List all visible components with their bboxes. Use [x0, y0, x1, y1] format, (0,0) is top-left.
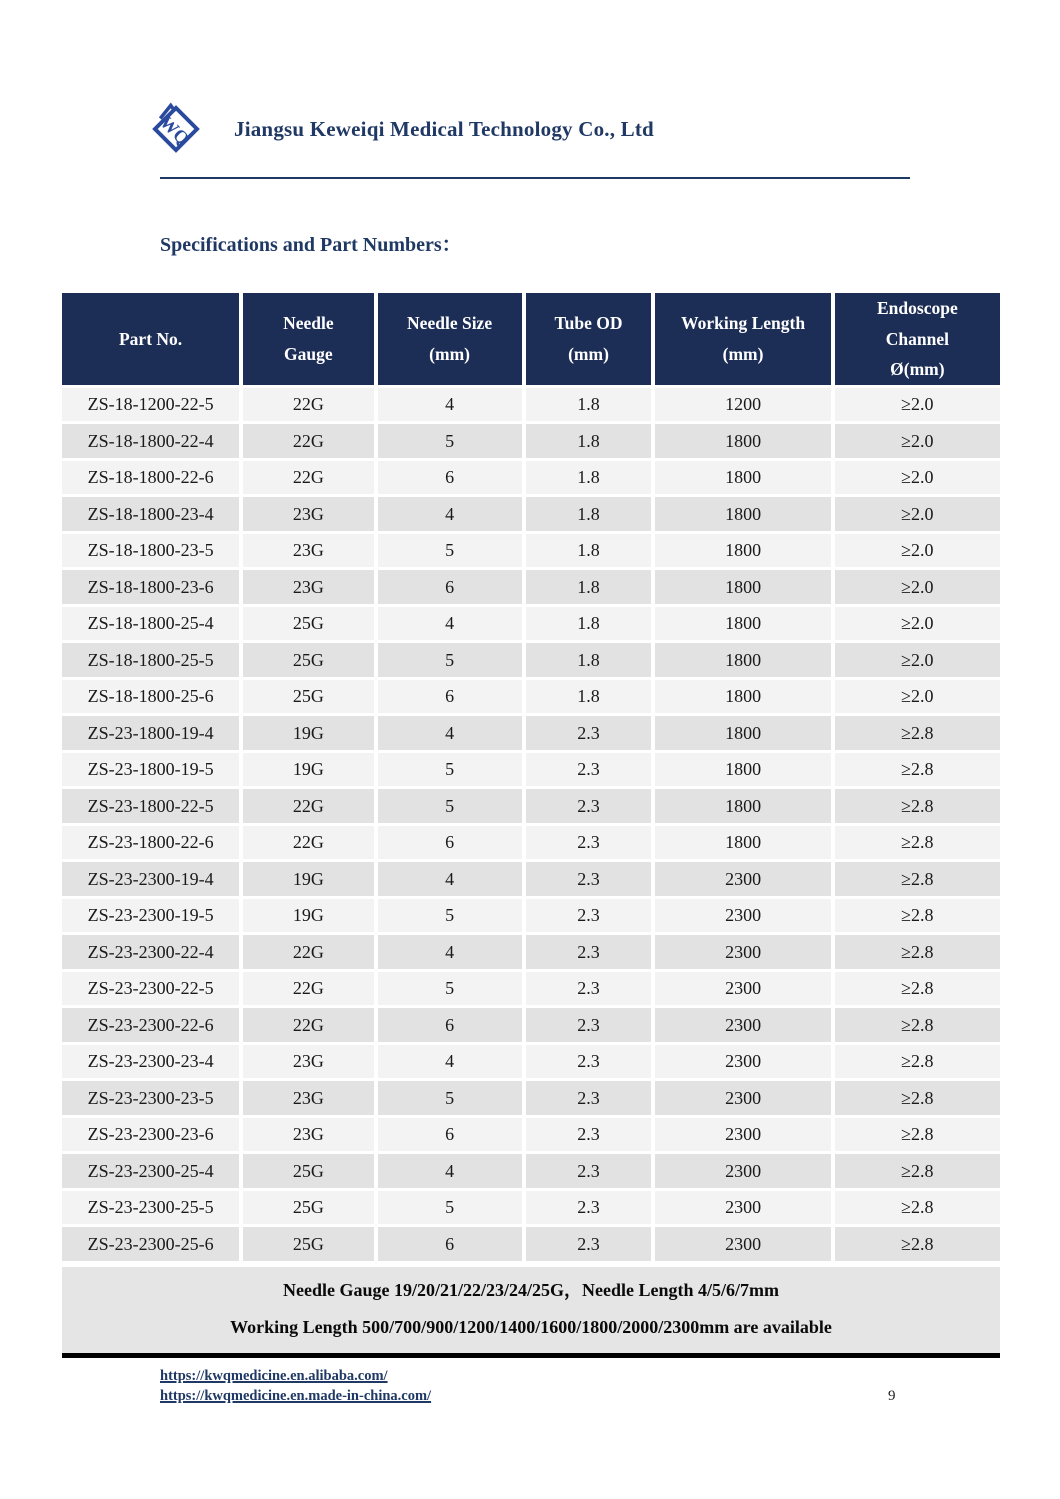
availability-note — [62, 1267, 1000, 1353]
table-cell: ZS-23-2300-22-5 — [62, 972, 239, 1006]
table-row — [62, 899, 1000, 933]
table-cell: 23G — [243, 1118, 373, 1152]
table-cell: 23G — [243, 1081, 373, 1115]
table-row — [62, 1008, 1000, 1042]
table-cell: ≥2.8 — [835, 1191, 1000, 1225]
table-cell: 1800 — [655, 753, 830, 787]
column-header: Needle Size (mm) — [378, 293, 522, 385]
table-cell: ≥2.8 — [835, 972, 1000, 1006]
table-cell: 6 — [378, 1227, 522, 1261]
table-cell: 25G — [243, 1191, 373, 1225]
table-cell: 1800 — [655, 643, 830, 677]
table-cell: ZS-18-1800-25-6 — [62, 680, 239, 714]
table-row — [62, 643, 1000, 677]
table-cell: 4 — [378, 716, 522, 750]
table-cell: 22G — [243, 789, 373, 823]
table-cell: 1800 — [655, 789, 830, 823]
table-cell: 19G — [243, 899, 373, 933]
table-cell: 1.8 — [526, 607, 652, 641]
table-cell: 2300 — [655, 1154, 830, 1188]
table-cell: 22G — [243, 972, 373, 1006]
table-cell: ZS-18-1800-23-5 — [62, 534, 239, 568]
table-cell: ZS-18-1800-23-6 — [62, 570, 239, 604]
table-cell: ≥2.8 — [835, 753, 1000, 787]
table-cell: 19G — [243, 753, 373, 787]
spec-table-section — [62, 290, 1000, 1358]
table-cell: ZS-23-2300-19-4 — [62, 862, 239, 896]
table-cell: 2300 — [655, 935, 830, 969]
table-cell: 6 — [378, 826, 522, 860]
table-cell: 1.8 — [526, 424, 652, 458]
table-cell: ZS-23-1800-19-4 — [62, 716, 239, 750]
table-cell: ≥2.0 — [835, 388, 1000, 422]
table-cell: ≥2.0 — [835, 643, 1000, 677]
table-cell: 2300 — [655, 1008, 830, 1042]
table-cell: 22G — [243, 935, 373, 969]
table-cell: ≥2.8 — [835, 826, 1000, 860]
table-cell: 2.3 — [526, 753, 652, 787]
table-row — [62, 826, 1000, 860]
table-cell: 23G — [243, 570, 373, 604]
column-header: Needle Gauge — [243, 293, 373, 385]
table-cell: 1800 — [655, 607, 830, 641]
table-cell: 4 — [378, 1045, 522, 1079]
made-in-china-link[interactable]: https://kwqmedicine.en.made-in-china.com/ — [160, 1388, 432, 1404]
table-cell: 23G — [243, 497, 373, 531]
table-row — [62, 388, 1000, 422]
table-cell: 1.8 — [526, 497, 652, 531]
table-cell: 4 — [378, 607, 522, 641]
table-cell: 1.8 — [526, 680, 652, 714]
table-cell: ZS-23-2300-19-5 — [62, 899, 239, 933]
table-cell: 1800 — [655, 534, 830, 568]
table-cell: 2.3 — [526, 826, 652, 860]
table-cell: 25G — [243, 680, 373, 714]
table-cell: ≥2.0 — [835, 461, 1000, 495]
table-cell: ≥2.0 — [835, 497, 1000, 531]
table-cell: ZS-23-2300-22-6 — [62, 1008, 239, 1042]
alibaba-link[interactable]: https://kwqmedicine.en.alibaba.com/ — [160, 1368, 388, 1384]
table-cell: 5 — [378, 1191, 522, 1225]
table-cell: 6 — [378, 1008, 522, 1042]
table-cell: 2300 — [655, 1081, 830, 1115]
page-number: 9 — [888, 1388, 896, 1404]
table-cell: ≥2.8 — [835, 789, 1000, 823]
table-cell: 1800 — [655, 424, 830, 458]
table-cell: 4 — [378, 935, 522, 969]
table-cell: ZS-18-1800-25-5 — [62, 643, 239, 677]
table-cell: 22G — [243, 461, 373, 495]
note-line-length: Working Length 500/700/900/1200/1400/1600/1800/2000/2300mm are available — [230, 1316, 832, 1337]
table-row — [62, 716, 1000, 750]
table-cell: 19G — [243, 716, 373, 750]
table-cell: 4 — [378, 497, 522, 531]
table-cell: ≥2.8 — [835, 1118, 1000, 1152]
table-cell: 23G — [243, 1045, 373, 1079]
table-row — [62, 1081, 1000, 1115]
table-cell: 1800 — [655, 680, 830, 714]
table-cell: 5 — [378, 643, 522, 677]
table-cell: ≥2.0 — [835, 570, 1000, 604]
table-cell: 2.3 — [526, 1227, 652, 1261]
svg-text:WQ: WQ — [156, 111, 194, 149]
table-cell: 5 — [378, 1081, 522, 1115]
table-row — [62, 534, 1000, 568]
table-cell: ZS-23-2300-25-5 — [62, 1191, 239, 1225]
table-cell: 4 — [378, 862, 522, 896]
column-header: Endoscope Channel Ø(mm) — [835, 293, 1000, 385]
table-cell: 2.3 — [526, 1045, 652, 1079]
table-row — [62, 1154, 1000, 1188]
table-cell: 2300 — [655, 1227, 830, 1261]
table-cell: 1800 — [655, 570, 830, 604]
table-cell: 22G — [243, 388, 373, 422]
table-cell: 5 — [378, 899, 522, 933]
table-cell: 23G — [243, 534, 373, 568]
table-cell: 22G — [243, 826, 373, 860]
column-header: Part No. — [62, 293, 239, 385]
table-cell: ≥2.8 — [835, 1081, 1000, 1115]
table-cell: 2.3 — [526, 1191, 652, 1225]
table-cell: ≥2.8 — [835, 1154, 1000, 1188]
table-cell: 2.3 — [526, 1154, 652, 1188]
table-cell: 4 — [378, 1154, 522, 1188]
table-cell: 1800 — [655, 497, 830, 531]
table-cell: 1.8 — [526, 570, 652, 604]
bottom-rule — [62, 1353, 1000, 1358]
table-row — [62, 753, 1000, 787]
table-row — [62, 972, 1000, 1006]
table-cell: 2.3 — [526, 862, 652, 896]
table-cell: 5 — [378, 789, 522, 823]
table-cell: 25G — [243, 643, 373, 677]
table-cell: 1800 — [655, 461, 830, 495]
table-cell: ZS-18-1800-23-4 — [62, 497, 239, 531]
table-cell: 5 — [378, 753, 522, 787]
table-cell: 2300 — [655, 972, 830, 1006]
letterhead — [148, 98, 654, 160]
table-cell: ≥2.0 — [835, 534, 1000, 568]
table-cell: ZS-23-2300-25-6 — [62, 1227, 239, 1261]
table-cell: ZS-23-1800-19-5 — [62, 753, 239, 787]
table-cell: ZS-23-2300-23-6 — [62, 1118, 239, 1152]
table-cell: 25G — [243, 1154, 373, 1188]
table-cell: ZS-18-1800-22-6 — [62, 461, 239, 495]
table-cell: 2300 — [655, 862, 830, 896]
table-cell: ≥2.8 — [835, 716, 1000, 750]
table-cell: ZS-23-2300-23-4 — [62, 1045, 239, 1079]
spec-table — [58, 290, 1004, 1264]
table-cell: 2300 — [655, 1191, 830, 1225]
header-row — [62, 293, 1000, 385]
section-title: Specifications and Part Numbers： — [160, 234, 462, 256]
table-cell: 5 — [378, 424, 522, 458]
table-cell: 2.3 — [526, 1081, 652, 1115]
table-cell: 1.8 — [526, 643, 652, 677]
table-cell: 4 — [378, 388, 522, 422]
footer-links — [160, 1368, 431, 1405]
table-row — [62, 461, 1000, 495]
table-cell: 2.3 — [526, 935, 652, 969]
header-divider — [160, 177, 910, 179]
table-cell: 2300 — [655, 899, 830, 933]
table-row — [62, 789, 1000, 823]
table-cell: 2.3 — [526, 1118, 652, 1152]
table-row — [62, 1227, 1000, 1261]
table-cell: 6 — [378, 461, 522, 495]
table-cell: 2.3 — [526, 789, 652, 823]
table-cell: 2.3 — [526, 972, 652, 1006]
table-cell: ≥2.8 — [835, 1227, 1000, 1261]
table-row — [62, 862, 1000, 896]
table-cell: ZS-23-2300-23-5 — [62, 1081, 239, 1115]
company-name: Jiangsu Keweiqi Medical Technology Co., Ltd — [234, 116, 654, 141]
column-header: Working Length (mm) — [655, 293, 830, 385]
table-row — [62, 607, 1000, 641]
table-row — [62, 1191, 1000, 1225]
table-cell: ZS-18-1800-25-4 — [62, 607, 239, 641]
table-cell: 2.3 — [526, 899, 652, 933]
spec-table-body — [62, 388, 1000, 1261]
table-cell: ≥2.8 — [835, 899, 1000, 933]
table-cell: ZS-23-1800-22-5 — [62, 789, 239, 823]
table-row — [62, 1118, 1000, 1152]
note-line-gauge: Needle Gauge 19/20/21/22/23/24/25G，Needle Length 4/5/6/7mm — [283, 1279, 779, 1300]
table-row — [62, 497, 1000, 531]
table-row — [62, 1045, 1000, 1079]
table-cell: 25G — [243, 607, 373, 641]
table-cell: 6 — [378, 1118, 522, 1152]
table-row — [62, 424, 1000, 458]
table-cell: 2300 — [655, 1045, 830, 1079]
table-cell: ZS-23-2300-25-4 — [62, 1154, 239, 1188]
table-cell: 22G — [243, 1008, 373, 1042]
table-row — [62, 570, 1000, 604]
table-cell: 19G — [243, 862, 373, 896]
table-cell: 1800 — [655, 826, 830, 860]
table-cell: 1800 — [655, 716, 830, 750]
table-cell: 2300 — [655, 1118, 830, 1152]
table-cell: ZS-23-2300-22-4 — [62, 935, 239, 969]
table-cell: ≥2.0 — [835, 680, 1000, 714]
table-cell: 22G — [243, 424, 373, 458]
table-cell: 5 — [378, 972, 522, 1006]
table-cell: ≥2.8 — [835, 1045, 1000, 1079]
table-cell: ZS-18-1200-22-5 — [62, 388, 239, 422]
table-cell: 1.8 — [526, 461, 652, 495]
column-header: Tube OD (mm) — [526, 293, 652, 385]
table-cell: 1200 — [655, 388, 830, 422]
table-cell: 2.3 — [526, 1008, 652, 1042]
table-cell: 6 — [378, 570, 522, 604]
spec-table-head — [62, 293, 1000, 385]
table-cell: 5 — [378, 534, 522, 568]
table-cell: ≥2.8 — [835, 862, 1000, 896]
table-cell: ≥2.0 — [835, 424, 1000, 458]
table-cell: ZS-23-1800-22-6 — [62, 826, 239, 860]
table-cell: ≥2.8 — [835, 935, 1000, 969]
table-cell: 1.8 — [526, 388, 652, 422]
table-row — [62, 935, 1000, 969]
table-row — [62, 680, 1000, 714]
table-cell: 6 — [378, 680, 522, 714]
table-cell: ≥2.0 — [835, 607, 1000, 641]
table-cell: 25G — [243, 1227, 373, 1261]
table-cell: ZS-18-1800-22-4 — [62, 424, 239, 458]
table-cell: 2.3 — [526, 716, 652, 750]
table-cell: ≥2.8 — [835, 1008, 1000, 1042]
company-logo — [148, 98, 204, 160]
table-cell: 1.8 — [526, 534, 652, 568]
